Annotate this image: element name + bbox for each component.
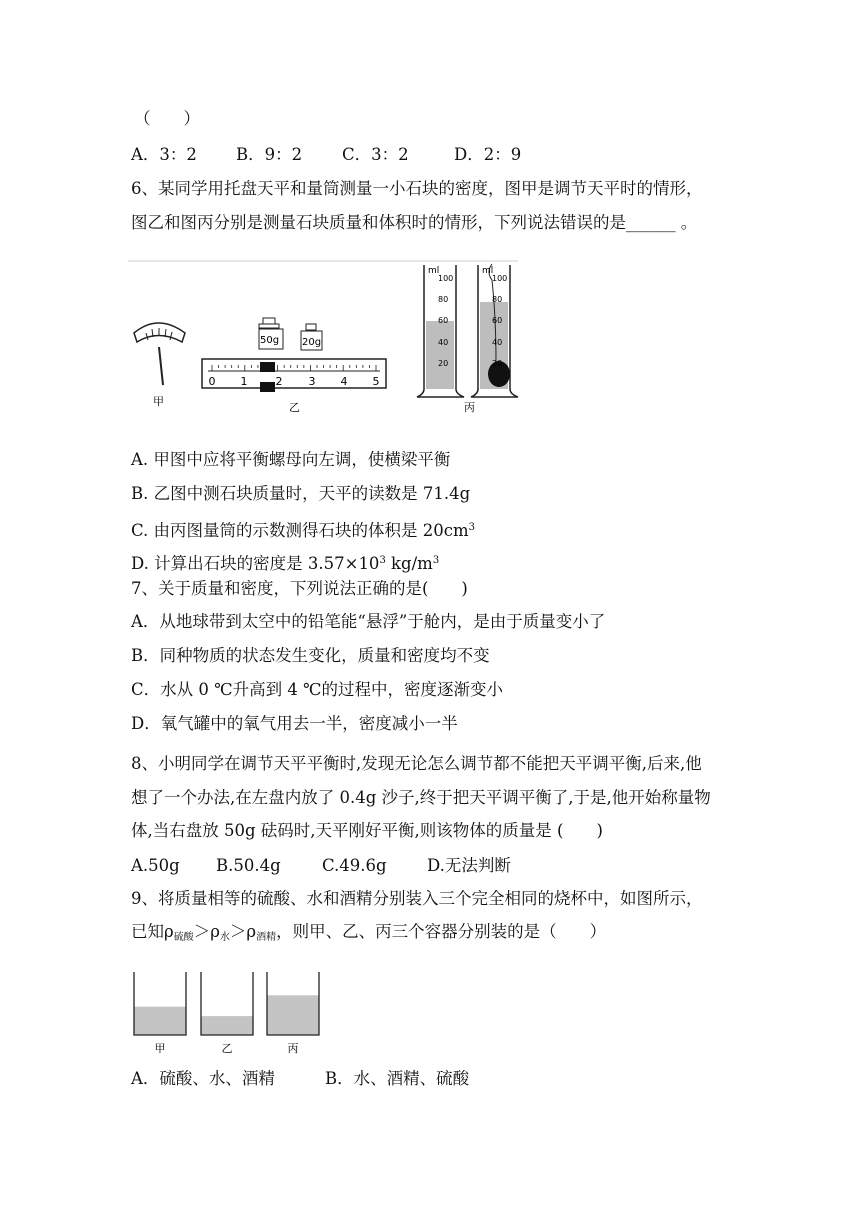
scale-tick-4: 4 (340, 375, 348, 388)
q9-options (131, 1068, 469, 1090)
cyl2-unit: ml (482, 266, 494, 276)
cyl1-tick-20: 20 (438, 359, 449, 368)
scale-tick-3: 3 (308, 375, 316, 388)
q9-option-a: A．硫酸、水、酒精 (131, 1069, 275, 1088)
q9-gt2: ＞ρ (229, 922, 257, 941)
q6-option-d-unit: kg/m (385, 554, 433, 573)
cylinder-water (417, 265, 464, 397)
q7-option-b: B．同种物质的状态发生变化，质量和密度均不变 (131, 646, 490, 665)
q7-option-c: C．水从 0 ℃升高到 4 ℃的过程中，密度逐渐变小 (131, 680, 504, 699)
q9-beakers-figure (128, 968, 328, 1058)
cyl1-tick-100: 100 (438, 274, 454, 283)
q6-figure (128, 258, 528, 418)
q9-gt1: ＞ρ (193, 922, 220, 941)
cyl1-tick-80: 80 (438, 295, 449, 304)
cyl2-tick-100: 100 (492, 274, 508, 283)
q6-option-d (131, 550, 439, 575)
q9-sub-alcohol: 酒精 (256, 932, 277, 943)
scale-tick-0: 0 (208, 375, 216, 388)
q8-options (131, 855, 511, 877)
cyl2-tick-60: 60 (492, 316, 503, 325)
beaker-jia (134, 972, 186, 1035)
cyl2-tick-40: 40 (492, 338, 503, 347)
beaker-label-jia: 甲 (154, 1042, 166, 1055)
beaker-label-yi: 乙 (221, 1042, 233, 1055)
q9-stem-line1: 9、将质量相等的硫酸、水和酒精分别装入三个完全相同的烧杯中，如图所示， (131, 889, 703, 908)
weight-50g-label: 50g (260, 335, 280, 346)
scale-tick-1: 1 (240, 375, 248, 388)
label-yi: 乙 (289, 401, 300, 414)
q6-option-d-unit-exp: 3 (432, 555, 440, 566)
q9-stem-line2 (131, 921, 606, 949)
q7-option-a: A．从地球带到太空中的铅笔能“悬浮”于舱内，是由于质量变小了 (131, 612, 606, 631)
q6-option-d-exp: 3 (379, 555, 386, 566)
q5-option-b: B．9：2 (236, 145, 303, 164)
scale-tick-5: 5 (372, 375, 380, 388)
q8-option-b: B.50.4g (216, 856, 281, 875)
balance-dial (134, 323, 185, 385)
beaker-label-bing: 丙 (287, 1042, 299, 1055)
cyl1-tick-60: 60 (438, 316, 449, 325)
cyl2-tick-80: 80 (492, 295, 503, 304)
q8-stem-line2: 想了一个办法,在左盘内放了 0.4g 沙子,终于把天平调平衡了,于是,他开始称量物 (131, 788, 711, 807)
label-bing: 丙 (464, 401, 475, 414)
q6-option-d-text: D. 计算出石块的密度是 3.57×10 (131, 554, 380, 573)
q6-option-c-sup: 3 (468, 522, 476, 533)
weight-20g-label: 20g (302, 337, 322, 348)
q9-sub-water: 水 (219, 932, 230, 943)
cylinder-stone (471, 264, 518, 397)
q6-stem-line1: 6、某同学用托盘天平和量筒测量一小石块的密度，图甲是调节天平时的情形， (131, 179, 703, 198)
scale-tick-2: 2 (275, 375, 283, 388)
q9-sub-sulfuric: 硫酸 (173, 932, 194, 943)
beaker-bing (267, 972, 319, 1035)
label-jia: 甲 (153, 395, 164, 408)
q8-option-a: A.50g (131, 856, 180, 875)
q5-option-c: C．3：2 (342, 145, 409, 164)
q9-known: 已知ρ (131, 922, 174, 941)
cyl1-tick-40: 40 (438, 338, 449, 347)
q5-option-d: D．2：9 (454, 145, 522, 164)
q5-option-a: A．3：2 (131, 145, 197, 164)
balance-scale (202, 359, 386, 392)
q8-option-d: D.无法判断 (427, 856, 511, 875)
q6-option-c-text: C. 由丙图量筒的示数测得石块的体积是 20cm (131, 521, 469, 540)
q9-stem-tail: ，则甲、乙、丙三个容器分别装的是（ ） (276, 922, 607, 941)
q6-option-c (131, 517, 475, 542)
cyl1-unit: ml (428, 266, 440, 276)
q5-options (131, 144, 521, 166)
q5-paren: （ ） (134, 109, 200, 128)
q8-stem-line3: 体,当右盘放 50g 砝码时,天平刚好平衡,则该物体的质量是 ( ) (131, 821, 603, 840)
cyl2-tick-20: 20 (492, 359, 503, 368)
q6-stem-line2: 图乙和图丙分别是测量石块质量和体积时的情形，下列说法错误的是______ 。 (131, 213, 698, 232)
q6-option-a: A. 甲图中应将平衡螺母向左调，使横梁平衡 (131, 450, 451, 469)
q8-option-c: C.49.6g (322, 856, 387, 875)
beaker-yi (201, 972, 253, 1035)
q8-stem-line1: 8、小明同学在调节天平平衡时,发现无论怎么调节都不能把天平调平衡,后来,他 (131, 754, 702, 773)
q9-option-b: B．水、酒精、硫酸 (325, 1069, 470, 1088)
q6-option-b: B. 乙图中测石块质量时，天平的读数是 71.4g (131, 484, 471, 503)
q7-option-d: D．氧气罐中的氧气用去一半，密度减小一半 (131, 714, 458, 733)
q7-stem: 7、关于质量和密度，下列说法正确的是( ) (131, 579, 468, 598)
